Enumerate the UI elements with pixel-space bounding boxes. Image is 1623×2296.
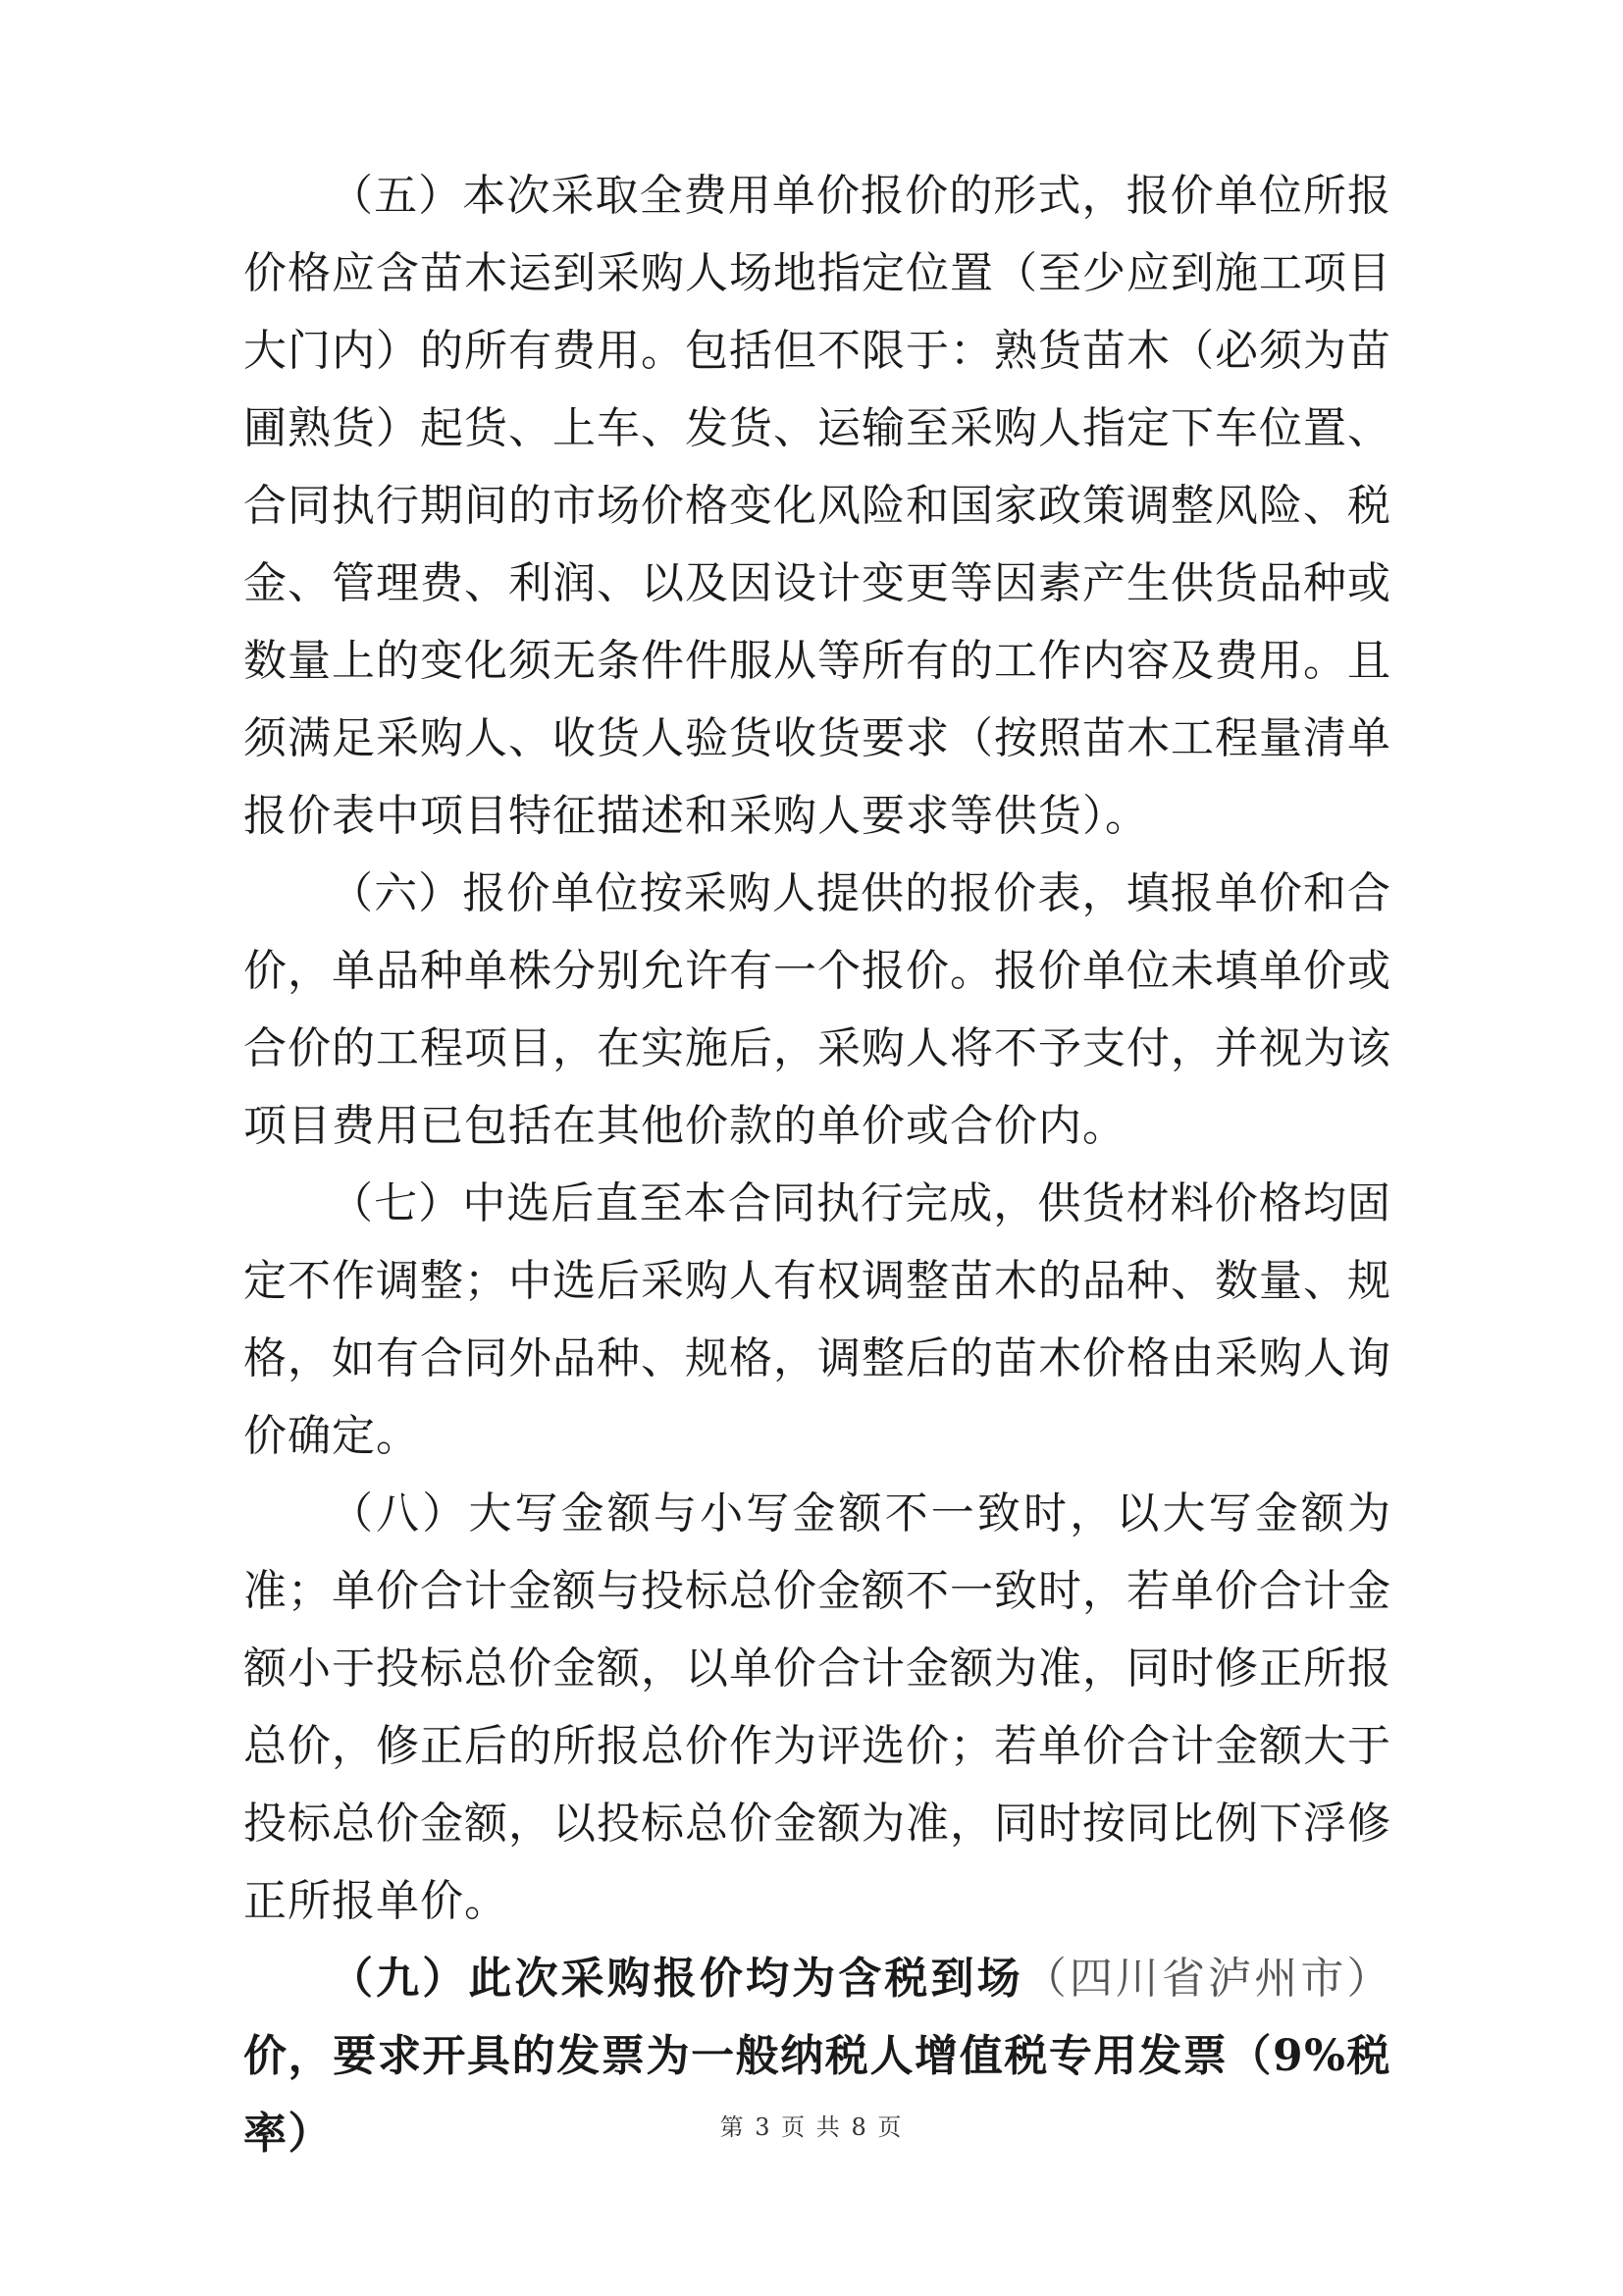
page-number-footer: 第 3 页 共 8 页 [719, 2113, 904, 2141]
paragraph-eight: （八）大写金额与小写金额不一致时，以大写金额为准；单价合计金额与投标总价金额不一致时，若单价合计金额小于投标总价金额，以单价合计金额为准，同时修正所报总价，修正后的所报总价作为评选价；若单价合计金额大于投标总价金额，以投标总价金额为准，同时按同比例下浮修正所报单价。 [243, 1488, 1391, 1926]
paragraph-six: （六）报价单位按采购人提供的报价表，填报单价和合价，单品种单株分别允许有一个报价。报价单位未填单价或合价的工程项目，在实施后，采购人将不予支付，并视为该项目费用已包括在其他价款的单价或合价内。 [243, 868, 1391, 1151]
paragraph-nine-lead: （九）此次采购报价均为含税到场 [330, 1954, 1023, 2004]
paragraph-seven: （七）中选后直至本合同执行完成，供货材料价格均固定不作调整；中选后采购人有权调整苗木的品种、数量、规格，如有合同外品种、规格，调整后的苗木价格由采购人询价确定。 [243, 1178, 1391, 1461]
document-body [243, 157, 1391, 2172]
paragraph-five: （五）本次采取全费用单价报价的形式，报价单位所报价格应含苗木运到采购人场地指定位置（至少应到施工项目大门内）的所有费用。包括但不限于：熟货苗木（必须为苗圃熟货）起货、上车、发货、运输至采购人指定下车位置、合同执行期间的市场价格变化风险和国家政策调整风险、税金、管理费、利润、以及因设计变更等因素产生供货品种或数量上的变化须无条件件服从等所有的工作内容及费用。且须满足采购人、收货人验货收货要求（按照苗木工程量清单报价表中项目特征描述和采购人要求等供货）。 [243, 171, 1391, 841]
paragraph-nine-rest: 价，要求开具的发票为一般纳税人增值税专用发票（9%税率） [243, 2031, 1391, 2159]
paragraph-nine-city: （四川省泸州市） [1022, 1954, 1391, 2004]
